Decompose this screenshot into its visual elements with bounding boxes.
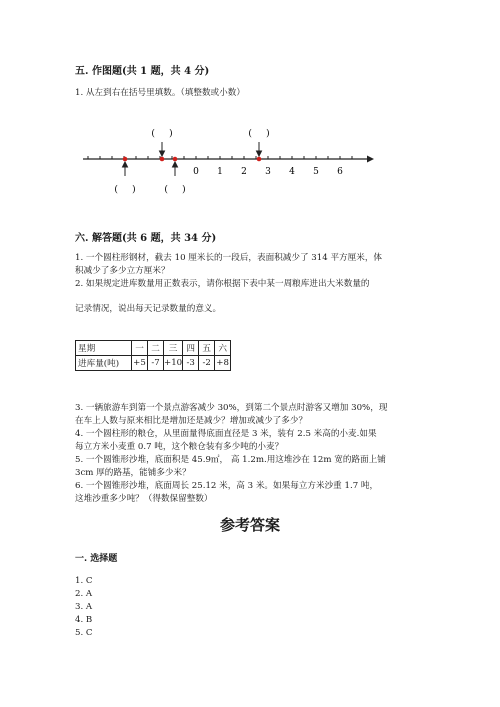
table-header-row <box>76 341 231 356</box>
down-arrow-icon <box>257 142 262 156</box>
tick-label-5: 5 <box>313 167 319 177</box>
question-6-3-line2: 在车上人数与原来相比是增加还是减少？增加或减少了多少？ <box>75 416 308 426</box>
table-cell: -3 <box>183 356 199 371</box>
table-cell: 星期 <box>76 341 132 356</box>
table-cell: 四 <box>183 341 199 356</box>
up-arrow-icon <box>173 162 178 176</box>
answer-bracket-below[interactable]: ( ) <box>164 185 186 195</box>
table-cell: +8 <box>215 356 231 371</box>
point-marker <box>123 157 128 162</box>
table-cell: 二 <box>148 341 164 356</box>
tick-label-3: 3 <box>265 167 271 177</box>
tick-label-1: 1 <box>217 167 223 177</box>
table-cell: 六 <box>215 341 231 356</box>
up-arrow-icon <box>123 162 128 176</box>
answer-bracket-above[interactable]: ( ) <box>248 129 270 139</box>
question-6-1-line1: 1. 一个圆柱形钢材，截去 10 厘米长的一段后，表面积减少了 314 平方厘米，体 <box>75 253 383 263</box>
table-cell: 进库量(吨) <box>76 356 132 371</box>
answer-item: 3. A <box>75 602 93 612</box>
answer-bracket-below[interactable]: ( ) <box>114 185 136 195</box>
grain-record-table <box>75 340 231 371</box>
tick-label-0: 0 <box>193 167 199 177</box>
question-6-5-line2: 3cm 厚的路基，能铺多少米？ <box>75 468 191 478</box>
table-cell: 五 <box>199 341 215 356</box>
answer-key-title: 参考答案 <box>219 516 280 534</box>
table-cell: -7 <box>148 356 164 371</box>
tick-label-2: 2 <box>241 167 247 177</box>
section-five-title: 五. 作图题(共 1 题，共 4 分) <box>75 66 210 77</box>
answer-bracket-above[interactable]: ( ) <box>151 129 173 139</box>
number-line-arrow-icon <box>367 156 374 163</box>
answer-item: 2. A <box>75 589 93 599</box>
answer-item: 5. C <box>75 628 93 638</box>
point-marker <box>257 157 262 162</box>
table-cell: +10 <box>164 356 183 371</box>
table-row <box>76 356 231 371</box>
tick-label-4: 4 <box>289 167 295 177</box>
point-marker <box>160 157 165 162</box>
answer-item: 1. C <box>75 576 93 586</box>
table-cell: 一 <box>132 341 148 356</box>
point-marker <box>173 157 178 162</box>
question-6-6-line1: 6. 一个圆锥形沙堆，底面周长 25.12 米，高 3 米。如果每立方米沙重 1.7 吨， <box>75 481 379 491</box>
number-line-figure <box>75 122 375 202</box>
answer-item: 4. B <box>75 615 93 625</box>
section-six-title: 六. 解答题(共 6 题，共 34 分) <box>75 233 217 244</box>
tick-label-6: 6 <box>337 167 343 177</box>
question-6-2-line2: 记录情况，说出每天记录数量的意义。 <box>75 304 222 314</box>
question-6-4-line2: 每立方米小麦重 0.7 吨，这个粮仓装有多少吨的小麦？ <box>75 442 284 452</box>
table-cell: -2 <box>199 356 215 371</box>
down-arrow-icon <box>160 142 165 156</box>
question-6-5-line1: 5. 一个圆锥形沙堆，底面积是 45.9㎡， 高 1.2m.用这堆沙在 12m 宽的路面上铺 <box>75 455 386 465</box>
answer-section-title: 一. 选择题 <box>75 554 118 564</box>
question-5-1: 1. 从左到右在括号里填数。（填整数或小数） <box>75 88 245 98</box>
question-6-4-line1: 4. 一个圆柱形的粮仓，从里面量得底面直径是 3 米，装有 2.5 米高的小麦.如果 <box>75 429 377 439</box>
table-cell: +5 <box>132 356 148 371</box>
question-6-6-line2: 这堆沙重多少吨？（得数保留整数） <box>75 494 213 504</box>
question-6-3-line1: 3. 一辆旅游车到第一个景点游客减少 30%，到第二个景点时游客又增加 30%，现 <box>75 403 388 413</box>
question-6-1-line2: 积减少了多少立方厘米？ <box>75 266 170 276</box>
question-6-2-line1: 2. 如果规定进库数量用正数表示，请你根据下表中某一周粮库进出大米数量的 <box>75 279 370 289</box>
table-cell: 三 <box>164 341 183 356</box>
